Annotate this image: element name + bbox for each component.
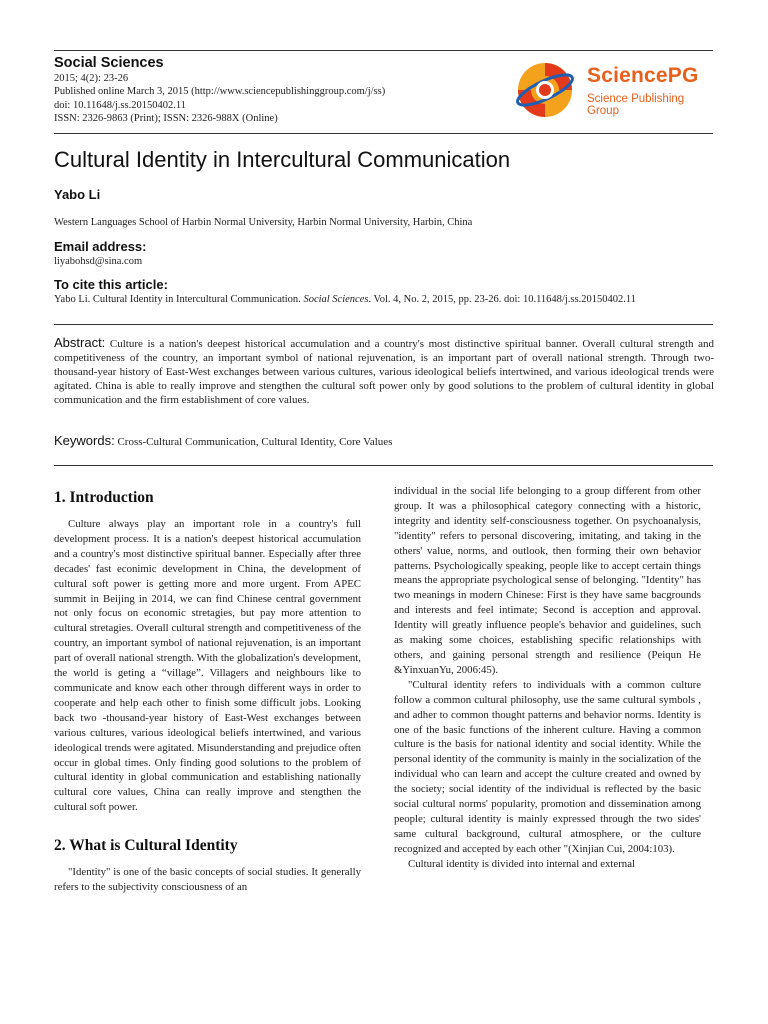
right-column — [394, 484, 701, 872]
right-paragraph-1: individual in the social life belonging to a group different from other group. It was a philosophical category connecting with a historic, integrity and identity self-consciousness together. On psychoanalysis, "identity" refers to personal discovering, imitating, and taking in the others' value, norms, and outlook, then forming their own behavior patterns. Psychologically speaking, people like to accept certain things means the appropriate psychological sense of belonging. "Identity" has two meanings in modern Chinese: First is they have same bacgrounds and interests and feel intimate; Second is acception and approval. Identity will greatly influence people's behavior and guidelines, such as making some choices, establishing specific relationships with others, and gaining personal strength and resilience (Peiqun He &YinxuanYu, 2006:45). — [394, 485, 701, 676]
intro-paragraph: Culture always play an important role in a country's full development process. It is a nation's deepest historical accumulation and a country's most distinctive spiritual banner. Especially after three decades' fast econimic development in China, the development of cultural soft power is getting more and more urgent. From APEC summit in Beijing in 2014, we can find Chinese central government not only focus on economic stretagies, but pay more attention to cultural stretagies. Overall cultural strength and competitiveness of the country, an important symbol of national rejuvenation, is an important part of overall national strength. With the globalization's development, the world is geting a “village”. Villagers and neighbours like to communicate and know each other through different ways in order to cooperate and help each other to finish some difficult jobs. Looking back two -thousand-year history of East-West exchanges between various cultures, various ideological beliefs intertwined, and various ideological trends were agitated. Misunderstanding and prejudice often occur in global times. Only finding good solutions to the problem of cultural identity in global communication and establishing nationally cultural core values, China can really improve and stengthen the cultural soft power. — [54, 518, 362, 814]
author-name: Yabo Li — [54, 187, 101, 202]
abstract — [54, 336, 714, 407]
right-paragraph-2: "Cultural identity refers to individuals with a common culture follow a common cultural philosophy, use the same cultural symbols , and adher to common thought patterns and behavior norms. Identity is one of the basic functions of the inherent culture. Having a common culture is the basis for national identity and social identity. While the personal identity of the community is mainly in the socialization of the individual who can learn and accept the culture created and owned by the society; social identity of the individual is reflected by the basic social cultural norms' popularity, promotion and dissemination among people; cultural identity is mainly expressed through the two sides' same cultural background, cultural atmosphere, or the culture recognized and accepted by each other "(Xinjian Cui, 2004:103). — [394, 678, 701, 855]
doi-line: doi: 10.11648/j.ss.20150402.11 — [54, 99, 186, 111]
sciencepg-logo — [515, 60, 715, 120]
email-heading: Email address: — [54, 239, 147, 254]
section-heading-cultural-identity: 2. What is Cultural Identity — [54, 837, 238, 855]
cite-heading: To cite this article: — [54, 277, 168, 292]
sciencepg-logo-icon — [515, 60, 581, 120]
journal-name: Social Sciences — [54, 55, 164, 71]
abstract-top-rule — [54, 324, 713, 325]
left-column — [54, 484, 361, 895]
logo-subtitle: Science Publishing Group — [587, 93, 685, 117]
affiliation: Western Languages School of Harbin Normal University, Harbin Normal University, Harbin, China — [54, 217, 473, 228]
email-address[interactable]: liyabohsd@sina.com — [54, 256, 143, 267]
citation-pre: Yabo Li. Cultural Identity in Intercultural Communication. — [54, 294, 304, 305]
right-paragraph-3: Cultural identity is divided into internal and external — [408, 857, 635, 870]
journal-header — [54, 54, 494, 125]
keywords-bottom-rule — [54, 465, 713, 466]
published-line: Published online March 3, 2015 (http://www.sciencepublishinggroup.com/j/ss) — [54, 86, 386, 98]
abstract-label: Abstract: — [54, 335, 106, 350]
cultural-identity-paragraph: "Identity" is one of the basic concepts of social studies. It generally refers to the subjectivity consciousness of an — [54, 866, 361, 894]
citation — [54, 294, 636, 305]
keywords-text: Cross-Cultural Communication, Cultural Identity, Core Values — [117, 436, 393, 448]
citation-post: . Vol. 4, No. 2, 2015, pp. 23-26. doi: 10.11648/j.ss.20150402.11 — [368, 294, 636, 305]
abstract-text: Culture is a nation's deepest historical accumulation and a country's most distinctive spiritual banner. Overall cultural strength and competitiveness of the country, an important symbol of national rejuvenation, is an important part of overall national strength. Through two-thousand-year history of East-West exchanges between various cultures, various ideological beliefs intertwined, and various ideological trends were agitated. China is able to really improve and stengthen the cultural soft power only by good solutions to the problem of cultural identity in global communication and the firm establishment of core values. — [54, 338, 714, 406]
header-rule — [54, 133, 713, 134]
logo-name: SciencePG — [587, 64, 699, 87]
article-title: Cultural Identity in Intercultural Communication — [54, 147, 511, 172]
citation-journal: Social Sciences — [303, 294, 369, 305]
issn-line: ISSN: 2326-9863 (Print); ISSN: 2326-988X (Online) — [54, 112, 278, 124]
keywords-label: Keywords: — [54, 433, 115, 448]
section-heading-introduction: 1. Introduction — [54, 489, 154, 506]
top-rule — [54, 50, 713, 51]
keywords — [54, 433, 714, 448]
volume-line: 2015; 4(2): 23-26 — [54, 73, 129, 84]
